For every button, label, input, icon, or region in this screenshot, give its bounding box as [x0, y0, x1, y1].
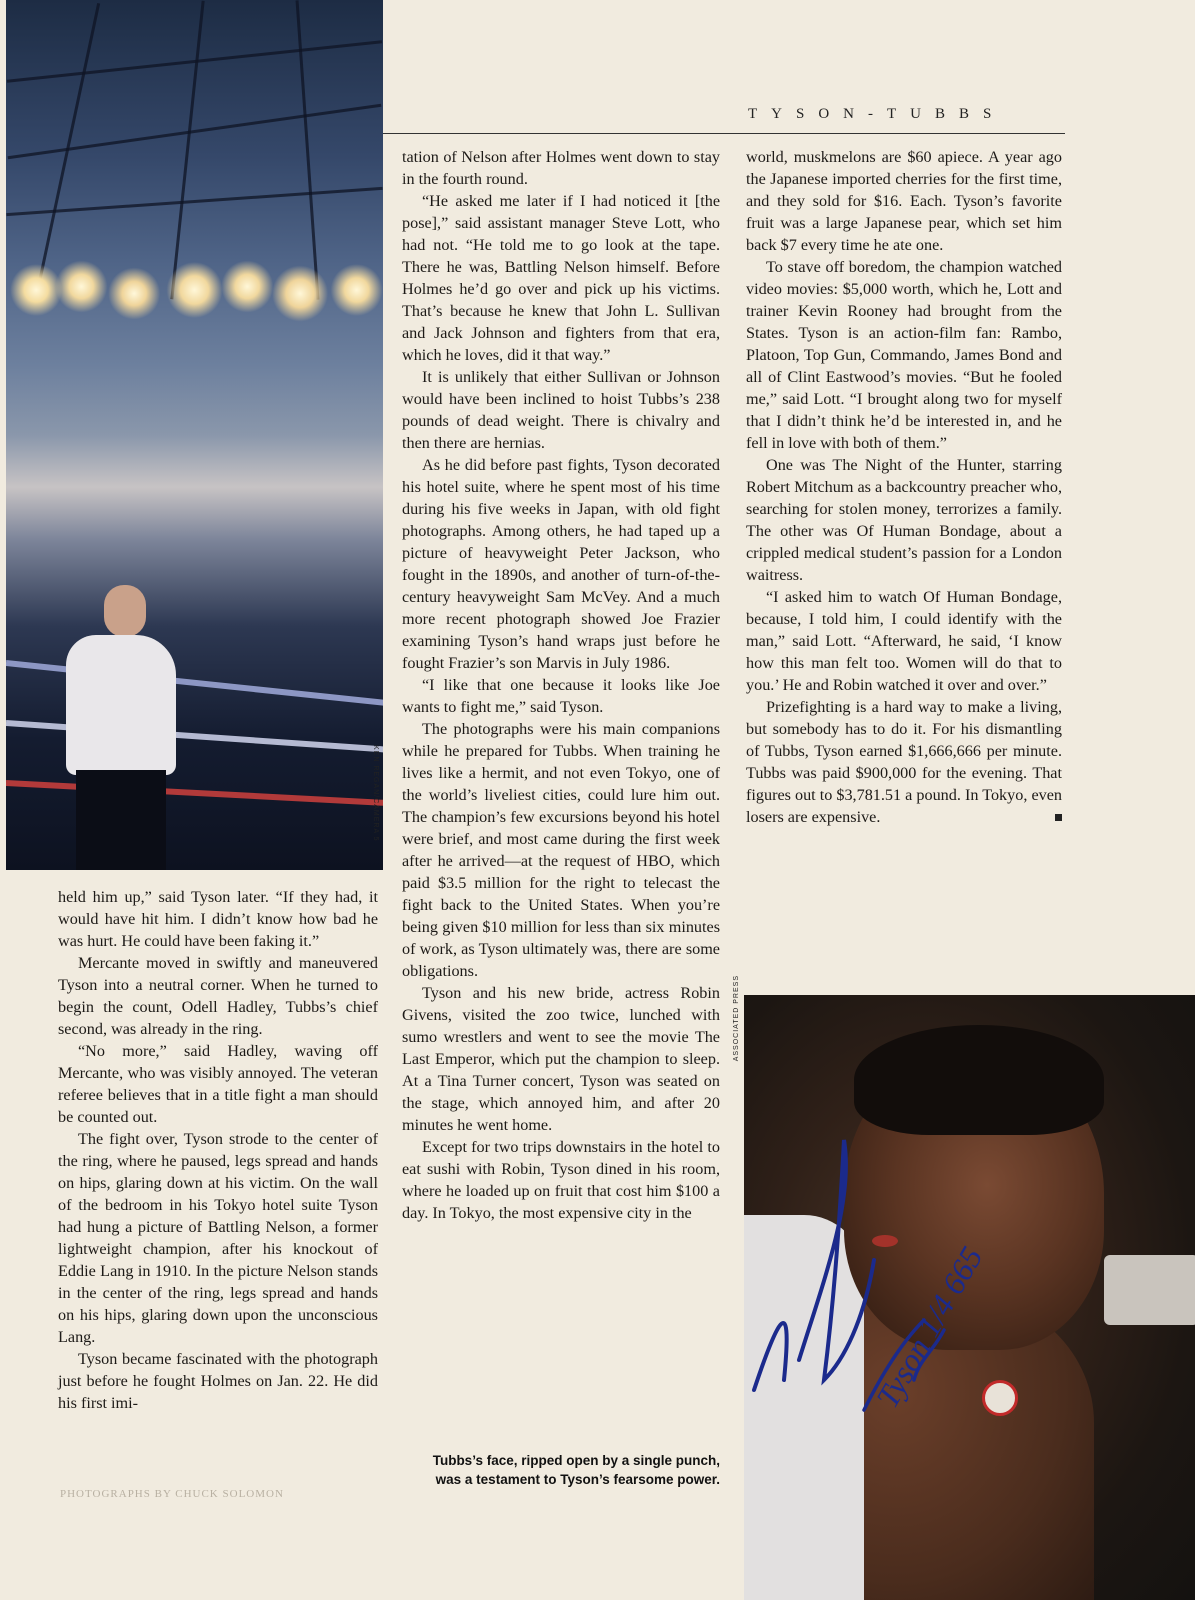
photo-credit-top: KEN REGAN/CAMERA 5	[372, 745, 379, 842]
paragraph-last: Prizefighting is a hard way to make a living, but somebody has to do it. For his dismantling of Tubbs, Tyson earned $1,666,666 per minute. Tubbs was paid $900,000 for the evening. That figures out to $3,781.51 a pound. In Tokyo, even losers are expensive.	[746, 698, 1062, 826]
arena-referee-photo	[6, 0, 383, 870]
paragraph: tation of Nelson after Holmes went down to stay in the fourth round.	[402, 148, 720, 188]
header-rule	[383, 133, 1065, 134]
running-header: TYSON-TUBBS	[748, 106, 1006, 122]
paragraph: “I like that one because it looks like Joe wants to fight me,” said Tyson.	[402, 676, 720, 716]
tv-camera	[1104, 1255, 1195, 1325]
paragraph: Tyson and his new bride, actress Robin Givens, visited the zoo twice, lunched with sumo wrestlers and went to see the movie The Last Emperor, which put the champion to sleep. At a Tina Turner concert, Tyson was seated on the stage, which annoyed him, and after 20 minutes he went home.	[402, 984, 720, 1134]
paragraph: Except for two trips downstairs in the hotel to eat sushi with Robin, Tyson dined in his room, where he loaded up on fruit that cost him $100 a day. In Tokyo, the most expensive city in the	[402, 1138, 720, 1222]
paragraph: world, muskmelons are $60 apiece. A year ago the Japanese imported cherries for the first time, and they sold for $16. Each. Tyson’s favorite fruit was a large Japanese pear, which set him back $7 every time he ate one.	[746, 148, 1062, 254]
caption-line: was a testament to Tyson’s fearsome power.	[435, 1472, 720, 1487]
signature-text: Tyson 1/4 665	[868, 1240, 990, 1414]
paragraph: The fight over, Tyson strode to the center of the ring, where he paused, legs spread and hands on hips, glaring down at his victim. On the wall of the bedroom in his Tokyo hotel suite Tyson had hung a picture of Battling Nelson, a former lightweight champion, after his knockout of Eddie Lang in 1910. In the picture Nelson stands in the center of the ring, legs spread and hands on his hips, glaring down upon the unconscious Lang.	[58, 1130, 378, 1346]
referee-figure	[46, 585, 236, 870]
arena-lights	[6, 255, 383, 325]
paragraph: “He asked me later if I had noticed it [the pose],” said assistant manager Steve Lott, who had not. “He told me to go look at the tape. There he was, Battling Nelson himself. Before Holmes he’d go over and pick up his victims. That’s because he knew that John L. Sullivan and Jack Johnson and fighters from that era, which he loves, did it that way.”	[402, 192, 720, 364]
paragraph: To stave off boredom, the champion watched video movies: $5,000 worth, which he, Lott and trainer Kevin Rooney had brought from the States. Tyson is an action-film fan: Rambo, Platoon, Top Gun, Commando, James Bond and all of Clint Eastwood’s movies. “But he fooled me,” said Lott. “I brought along two for myself that I didn’t think he’d be interested in, and he fell in love with both of them.”	[746, 258, 1062, 452]
article-column-3	[746, 146, 1062, 828]
photo-caption	[402, 1451, 720, 1489]
paragraph: Mercante moved in swiftly and maneuvered Tyson into a neutral corner. When he turned to begin the count, Odell Hadley, Tubbs’s chief second, was already in the ring.	[58, 954, 378, 1038]
article-column-1	[58, 886, 378, 1414]
end-mark-icon	[1055, 814, 1062, 821]
paragraph: It is unlikely that either Sullivan or Johnson would have been inclined to hoist Tubbs’s 238 pounds of dead weight. There is chivalry and then there are hernias.	[402, 368, 720, 452]
autograph-signature	[744, 1080, 994, 1460]
paragraph: One was The Night of the Hunter, starring Robert Mitchum as a backcountry preacher who, searching for stolen money, terrorizes a family. The other was Of Human Bondage, about a crippled medical student’s passion for a London waitress.	[746, 456, 1062, 584]
paragraph: “I asked him to watch Of Human Bondage, because, I told him, I could identify with the man,” said Lott. “Afterward, he said, ‘I know how this man felt too. Women will do that to you.’ He and Robin watched it over and over.”	[746, 588, 1062, 694]
paragraph: “No more,” said Hadley, waving off Mercante, who was visibly annoyed. The veteran referee believes that in a title fight a man should be counted out.	[58, 1042, 378, 1126]
paragraph: The photographs were his main companions while he prepared for Tubbs. When training he lives like a hermit, and not even Tokyo, one of the world’s liveliest cities, could lure him out. The champion’s few excursions beyond his hotel were brief, and most came during the first week after he arrived—at the request of HBO, which paid $3.5 million for the right to telecast the fight back to the United States. When you’re being given $10 million for less than six minutes of work, as Tyson ultimately was, there are some obligations.	[402, 720, 720, 980]
article-column-2	[402, 146, 720, 1224]
bleed-through-text: PHOTOGRAPHS BY CHUCK SOLOMON	[60, 1488, 284, 1500]
paragraph: As he did before past fights, Tyson decorated his hotel suite, where he spent most of his time during his five weeks in Japan, with old fight photographs. Among others, he had taped up a picture of heavyweight Peter Jackson, who fought in the 1890s, and another of turn-of-the-century heavyweight Sam McVey. And a much more recent photograph showed Joe Frazier examining Tyson’s hand wraps just before he fought Frazier’s son Marvis in July 1986.	[402, 456, 720, 672]
paragraph: Tyson became fascinated with the photograph just before he fought Holmes on Jan. 22. He did his first imi-	[58, 1350, 378, 1412]
paragraph: held him up,” said Tyson later. “If they had, it would have hit him. I didn’t know how bad he was hurt. He could have been faking it.”	[58, 888, 378, 950]
caption-line: Tubbs’s face, ripped open by a single punch,	[432, 1453, 720, 1468]
photo-credit-bottom: ASSOCIATED PRESS	[733, 975, 740, 1062]
